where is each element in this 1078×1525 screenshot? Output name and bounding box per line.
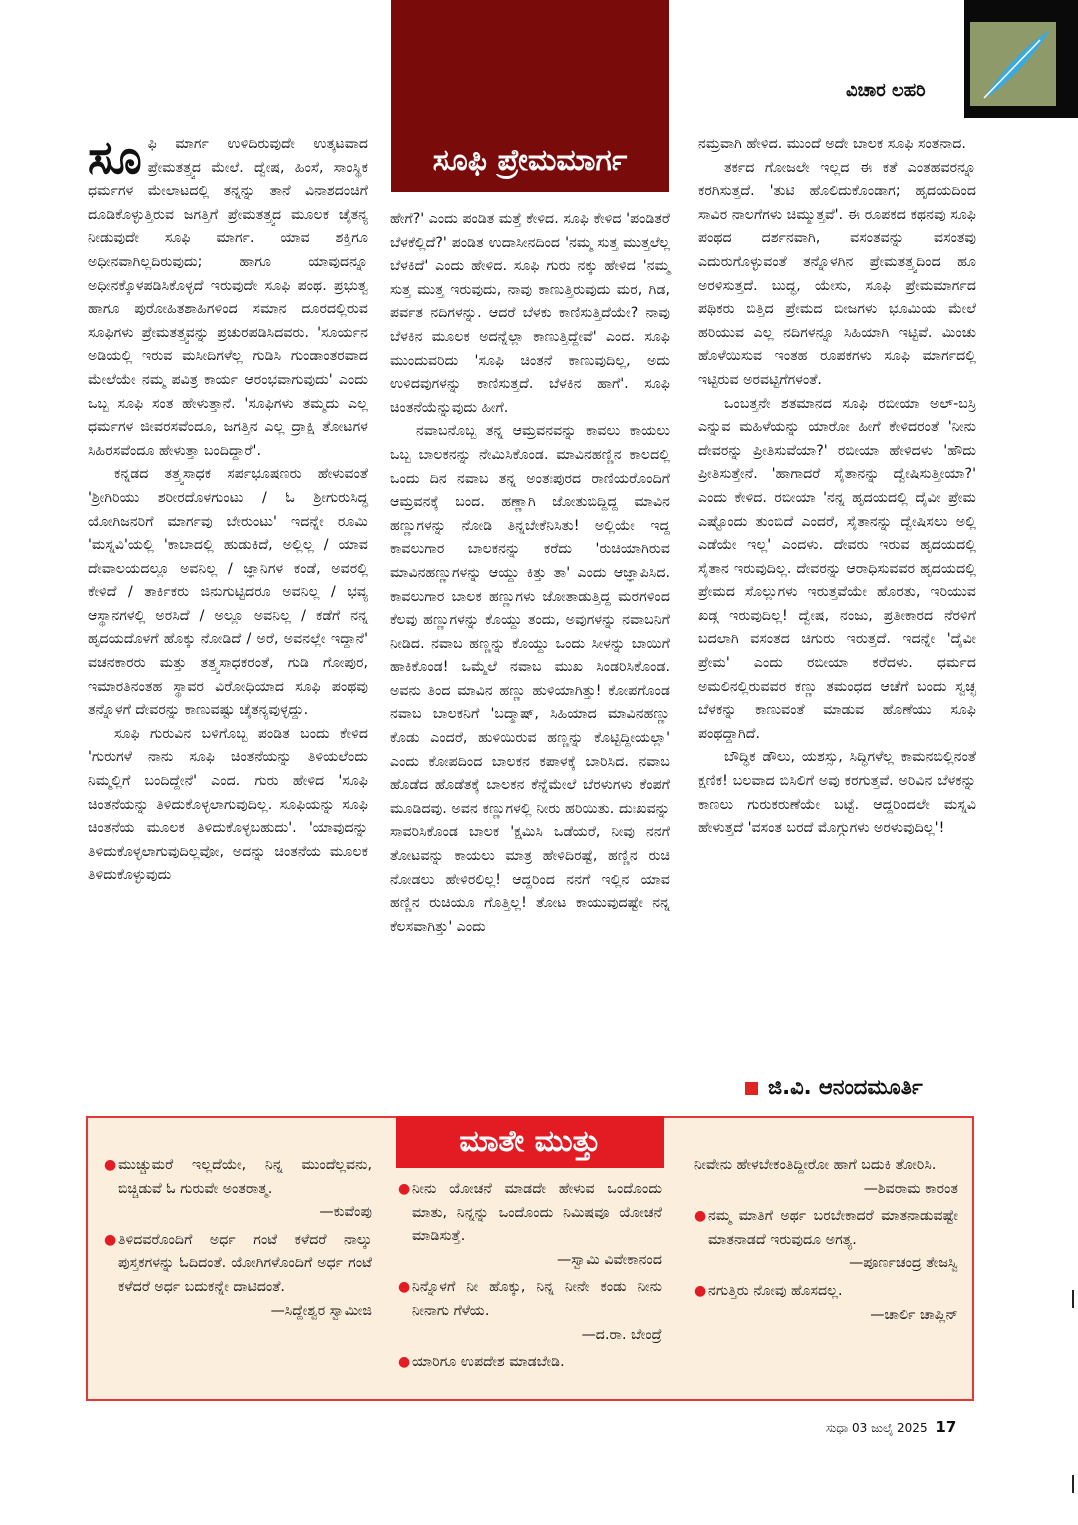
paragraph: ಕನ್ನಡದ ತತ್ತ್ವಸಾಧಕ ಸರ್ಪಭೂಷಣರು ಹೇಳುವಂತೆ 'ಶ್ರೀಗಿರಿಯು ಶರೀರದೊಳಗುಂಟು / ಓ ಶ್ರೀಗುರುಸಿದ್ಧ ಯೋಗಿಜನರಿಗೆ ಮಾರ್ಗವು ಬೇರುಂಟು' ಇದನ್ನೇ ರೂಮಿ 'ಮಸ್ನವಿ'ಯಲ್ಲಿ 'ಕಾಬಾದಲ್ಲಿ ಹುಡುಕಿದೆ, ಅಲ್ಲಿಲ್ಲ / ಯಾವ ದೇವಾಲಯದಲ್ಲೂ ಅವನಿಲ್ಲ / ಜ್ಞಾನಿಗಳ ಕಂಡೆ, ಅವರಲ್ಲಿ ಕೇಳಿದೆ / ತಾರ್ಕಿಕರು ಜಿನುಗುಟ್ಟಿದರೂ ಅವನಿಲ್ಲ / ಭವ್ಯ ಆಸ್ಥಾನಗಳಲ್ಲಿ ಅರಸಿದೆ / ಅಲ್ಲೂ ಅವನಿಲ್ಲ / ಕಡೆಗೆ ನನ್ನ ಹೃದಯದೊಳಗೆ ಹೊಕ್ಕು ನೋಡಿದೆ / ಅರೆ, ಅವನಲ್ಲೇ ಇದ್ದಾನೆ' ವಚನಕಾರರು ಮತ್ತು ತತ್ತ್ವಸಾಧಕರಂತೆ, ಗುಡಿ ಗೋಪುರ, ಇಮಾರತಿನಂತಹ ಸ್ಥಾವರ ವಿರೋಧಿಯಾದ ಸೂಫಿ ಪಂಥವು ತನ್ನೊಳಗೆ ದೇವರನ್ನು ಕಾಣುವಷ್ಟು ಚೈತನ್ಯವುಳ್ಳದ್ದು. [88,466,368,719]
paragraph: ಫಿ ಮಾರ್ಗ ಉಳಿದಿರುವುದೇ ಉತ್ಕಟವಾದ ಪ್ರೇಮತತ್ತ್ವದ ಮೇಲೆ. ದ್ವೇಷ, ಹಿಂಸೆ, ಸಾಂಸ್ಥಿಕ ಧರ್ಮಗಳ ಮೇಲಾಟದಲ್ಲಿ ತನ್ನನ್ನು ತಾನೆ ವಿನಾಶದಂಚಿಗೆ ದೂಡಿಕೊಳ್ಳುತ್ತಿರುವ ಜಗತ್ತಿಗೆ ಪ್ರೇಮತತ್ತ್ವದ ಮೂಲಕ ಚೈತನ್ಯ ನೀಡುವುದೇ ಸೂಫಿ ಮಾರ್ಗ. ಯಾವ ಶಕ್ತಿಗೂ ಅಧೀನವಾಗಿಲ್ಲದಿರುವುದು; ಹಾಗೂ ಯಾವುದನ್ನೂ ಅಧೀನಕ್ಕೊಳಪಡಿಸಿಕೊಳ್ಳದೆ ಇರುವುದೇ ಸೂಫಿ ಪಂಥ. ಪ್ರಭುತ್ವ ಹಾಗೂ ಪುರೋಹಿತಶಾಹಿಗಳಿಂದ ಸಮಾನ ದೂರದಲ್ಲಿರುವ ಸೂಫಿಗಳು ಪ್ರೇಮತತ್ತ್ವವನ್ನು ಪ್ರಚುರಪಡಿಸಿದವರು. 'ಸೂರ್ಯನ ಅಡಿಯಲ್ಲಿ ಇರುವ ಮಸೀದಿಗಳೆಲ್ಲ ಗುಡಿಸಿ ಗುಂಡಾಂತರವಾದ ಮೇಲೆಯೇ ನಮ್ಮ ಪವಿತ್ರ ಕಾರ್ಯ ಆರಂಭವಾಗುವುದು' ಎಂದು ಒಬ್ಬ ಸೂಫಿ ಸಂತ ಹೇಳುತ್ತಾನೆ. 'ಸೂಫಿಗಳು ತಮ್ಮದು ಎಲ್ಲ ಧರ್ಮಗಳ ಜೀವರಸವೆಂದೂ, ಜಗತ್ತಿನ ಎಲ್ಲ ದ್ರಾಕ್ಷಿ ತೋಟಗಳ ಸಿಹಿರಸವೆಂದೂ ಹೇಳುತ್ತಾ ಬಂದಿದ್ದಾರೆ'. [88,136,368,459]
red-square-icon [745,1082,758,1095]
quote-item-continued: ನೀವೇನು ಹೇಳಬೇಕಂತಿದ್ದೀರೋ ಹಾಗೆ ಬದುಕಿ ತೋರಿಸಿ. [694,1157,937,1173]
author-name: ಜಿ.ವಿ. ಆನಂದಮೂರ್ತಿ [768,1075,923,1099]
paragraph: ಬೌದ್ಧಿಕ ಡೌಲು, ಯಶಸ್ಸು, ಸಿದ್ಧಿಗಳೆಲ್ಲ ಕಾಮನಬಿಲ್ಲಿನಂತೆ ಕ್ಷಣಿಕ! ಬಲವಾದ ಬಿಸಿಲಿಗೆ ಅವು ಕರಗುತ್ತವೆ. ಅರಿವಿನ ಬೆಳಕನ್ನು ಕಾಣಲು ಗುರುಕರುಣೆಯೇ ಬಟ್ಟೆ. ಆದ್ದರಿಂದಲೇ ಮಸ್ನವಿ ಹೇಳುತ್ತದೆ 'ವಸಂತ ಬರದೆ ಮೊಗ್ಗುಗಳು ಅರಳುವುದಿಲ್ಲ'! [698,749,976,837]
quote-item: ● ನಗುತ್ತಿರು ನೋವು ಹೊಸದಲ್ಲ. [694,1280,958,1304]
article-column-1 [88,130,368,888]
quotes-column-1 [104,1154,372,1327]
quotes-title: ಮಾತೇ ಮುತ್ತು [396,1116,664,1168]
bullet-icon: ● [398,1181,411,1197]
quote-author: —ದ.ರಾ. ಬೇಂದ್ರೆ [581,1326,662,1343]
quote-item: ● ನಿನ್ನೊಳಗೆ ನೀ ಹೊಕ್ಕು, ನಿನ್ನ ನೀನೇ ಕಂಡು ನೀನು ನೀನಾಗು ಗೆಳೆಯ. [398,1276,662,1323]
title-banner [391,0,669,192]
bullet-icon: ● [398,1279,411,1296]
quotes-column-2 [398,1178,662,1375]
paragraph: ಒಂಬತ್ತನೇ ಶತಮಾನದ ಸೂಫಿ ರಬೀಯಾ ಅಲ್-ಬಸ್ರಿ ಎನ್ನುವ ಮಹಿಳೆಯನ್ನು ಯಾರೋ ಹೀಗೆ ಕೇಳಿದರಂತೆ 'ನೀನು ದೇವರನ್ನು ಪ್ರೀತಿಸುವೆಯಾ?' ರಬೀಯಾ ಹೇಳಿದಳು 'ಹೌದು ಪ್ರೀತಿಸುತ್ತೇನೆ. 'ಹಾಗಾದರೆ ಸೈತಾನನ್ನು ದ್ವೇಷಿಸುತ್ತೀಯಾ?' ಎಂದು ಕೇಳಿದ. ರಬೀಯಾ 'ನನ್ನ ಹೃದಯದಲ್ಲಿ ದೈವೀ ಪ್ರೇಮ ಎಷ್ಟೊಂದು ತುಂಬಿದೆ ಎಂದರೆ, ಸೈತಾನನ್ನು ದ್ವೇಷಿಸಲು ಅಲ್ಲಿ ಎಡೆಯೇ ಇಲ್ಲ' ಎಂದಳು. ದೇವರು ಇರುವ ಹೃದಯದಲ್ಲಿ ಸೈತಾನ ಇರುವುದಿಲ್ಲ. ದೇವರನ್ನು ಆರಾಧಿಸುವವರ ಹೃದಯದಲ್ಲಿ ಪ್ರೇಮದ ಸೊಲ್ಲುಗಳು ಇರುತ್ತವೆಯೇ ಹೊರತು, ಇರಿಯುವ ಖಡ್ಗ ಇರುವುದಿಲ್ಲ! ದ್ವೇಷ, ನಂಜು, ಪ್ರತೀಕಾರದ ನೆರಳಿಗೆ ಬದಲಾಗಿ ವಸಂತದ ಚಿಗುರು ಇರುತ್ತದೆ. ಇದನ್ನೇ 'ದೈವೀ ಪ್ರೇಮ' ಎಂದು ರಬೀಯಾ ಕರೆದಳು. ಧರ್ಮದ ಅಮಲಿನಲ್ಲಿರುವವರ ಕಣ್ಣು ತಮಂಧದ ಆಚೆಗೆ ಬಂದು ಸ್ವಚ್ಛ ಬೆಳಕನ್ನು ಕಾಣುವಂತೆ ಮಾಡುವ ಹೊಣೆಯು ಸೂಫಿ ಪಂಥದ್ದಾಗಿದೆ. [698,395,976,742]
crop-mark [1072,1290,1074,1308]
quote-item: ● ನಮ್ಮ ಮಾತಿಗೆ ಅರ್ಥ ಬರಬೇಕಾದರೆ ಮಾತನಾಡುವಷ್ಟೇ ಮಾತನಾಡದೆ ಇರುವುದೂ ಅಗತ್ಯ. [694,1205,958,1252]
quote-author: —ಪೂರ್ಣಚಂದ್ರ ತೇಜಸ್ವಿ [849,1255,958,1272]
quote-author: —ಕುವೆಂಪು [319,1204,372,1221]
paragraph: ಸೂಫಿ ಗುರುವಿನ ಬಳಿಗೊಬ್ಬ ಪಂಡಿತ ಬಂದು ಕೇಳಿದ 'ಗುರುಗಳೆ ನಾನು ಸೂಫಿ ಚಿಂತನೆಯನ್ನು ತಿಳಿಯಲೆಂದು ನಿಮ್ಮಲ್ಲಿಗೆ ಬಂದಿದ್ದೇನೆ' ಎಂದ. ಗುರು ಹೇಳಿದ 'ಸೂಫಿ ಚಿಂತನೆಯನ್ನು ತಿಳಿದುಕೊಳ್ಳಲಾಗುವುದಿಲ್ಲ. ಸೂಫಿಯನ್ನು ಸೂಫಿ ಚಿಂತನೆಯ ಮೂಲಕ ತಿಳಿದುಕೊಳ್ಳಬಹುದು'. 'ಯಾವುದನ್ನು ತಿಳಿದುಕೊಳ್ಳಲಾಗುವುದಿಲ್ಲವೋ, ಅದನ್ನು ಚಿಂತನೆಯ ಮೂಲಕ ತಿಳಿದುಕೊಳ್ಳುವುದು [88,725,368,884]
quote-author: —ಶಿವರಾಮ ಕಾರಂತ [863,1180,958,1197]
quote-author: —ಚಾರ್ಲಿ ಚಾಪ್ಲಿನ್ [870,1306,958,1323]
bullet-icon: ● [694,1208,707,1225]
quote-item: ● ಮುಚ್ಚುಮರೆ ಇಲ್ಲದೆಯೇ, ನಿನ್ನ ಮುಂದೆಲ್ಲವನು, ಬಿಚ್ಚಿಡುವೆ ಓ ಗುರುವೇ ಅಂತರಾತ್ಮ. [104,1154,372,1201]
quote-author: —ಸಿದ್ದೇಶ್ವರ ಸ್ವಾಮೀಜಿ [270,1302,372,1319]
quote-item: ● ನೀನು ಯೋಚನೆ ಮಾಡದೇ ಹೇಳುವ ಒಂದೊಂದು ಮಾತು, ನಿನ್ನನ್ನು ಒಂದೊಂದು ನಿಮಿಷವೂ ಯೋಚನೆ ಮಾಡಿಸುತ್ತೆ. [398,1178,662,1249]
section-label: ವಿಚಾರ ಲಹರಿ [846,80,926,101]
paragraph: ನವಾಬನೊಬ್ಬ ತನ್ನ ಆಮ್ರವನವನ್ನು ಕಾವಲು ಕಾಯಲು ಒಬ್ಬ ಬಾಲಕನನ್ನು ನೇಮಿಸಿಕೊಂಡ. ಮಾವಿನಹಣ್ಣಿನ ಕಾಲದಲ್ಲಿ ಒಂದು ದಿನ ನವಾಬ ತನ್ನ ಅಂತಃಪುರದ ರಾಣಿಯರೊಂದಿಗೆ ಆಮ್ರವನಕ್ಕೆ ಬಂದ. ಹಣ್ಣಾಗಿ ಜೋತುಬಿದ್ದಿದ್ದ ಮಾವಿನ ಹಣ್ಣುಗಳನ್ನು ನೋಡಿ ತಿನ್ನಬೇಕೆನಿಸಿತು! ಅಲ್ಲಿಯೇ ಇದ್ದ ಕಾವಲುಗಾರ ಬಾಲಕನನ್ನು ಕರೆದು 'ರುಚಿಯಾಗಿರುವ ಮಾವಿನಹಣ್ಣುಗಳನ್ನು ಆಯ್ದು ಕಿತ್ತು ತಾ' ಎಂದು ಆಜ್ಞಾಪಿಸಿದ. ಕಾವಲುಗಾರ ಬಾಲಕ ಹಣ್ಣುಗಳು ಜೋತಾಡುತ್ತಿದ್ದ ಮರಗಳಿಂದ ಕೆಲವು ಹಣ್ಣುಗಳನ್ನು ಕೊಯ್ದು ತಂದು, ಅವುಗಳನ್ನು ನವಾಬನಿಗೆ ನೀಡಿದ. ನವಾಬ ಹಣ್ಣನ್ನು ಕೊಯ್ದು ಒಂದು ಸೀಳನ್ನು ಬಾಯಿಗೆ ಹಾಕಿಕೊಂಡ! ಒಮ್ಮೆಲೆ ನವಾಬ ಮುಖ ಸಿಂಡರಿಸಿಕೊಂಡ. ಅವನು ತಿಂದ ಮಾವಿನ ಹಣ್ಣು ಹುಳಿಯಾಗಿತ್ತು! ಕೋಪಗೊಂಡ ನವಾಬ ಬಾಲಕನಿಗೆ 'ಬದ್ಮಾಷ್, ಸಿಹಿಯಾದ ಮಾವಿನಹಣ್ಣು ಕೊಡು ಎಂದರೆ, ಹುಳಿಯಿರುವ ಹಣ್ಣನ್ನು ಕೊಟ್ಟಿದ್ದೀಯಲ್ಲಾ' ಎಂದು ಕೋಪದಿಂದ ಬಾಲಕನ ಕಪಾಳಕ್ಕೆ ಬಾರಿಸಿದ. ನವಾಬ ಹೊಡೆದ ಹೊಡೆತಕ್ಕೆ ಬಾಲಕನ ಕೆನ್ನೆಮೇಲೆ ಬೆರಳುಗಳು ಕೆಂಪಗೆ ಮೂಡಿದವು. ಅವನ ಕಣ್ಣುಗಳಲ್ಲಿ ನೀರು ಹರಿಯಿತು. ದುಃಖವನ್ನು ಸಾವರಿಸಿಕೊಂಡ ಬಾಲಕ 'ಕ್ಷಮಿಸಿ ಒಡೆಯರೆ, ನೀವು ನನಗೆ ತೋಟವನ್ನು ಕಾಯಲು ಮಾತ್ರ ಹೇಳಿದಿರಷ್ಟೆ, ಹಣ್ಣಿನ ರುಚಿ ನೋಡಲು ಹೇಳಿರಲಿಲ್ಲ! ಆದ್ದರಿಂದ ನನಗೆ ಇಲ್ಲಿನ ಯಾವ ಹಣ್ಣಿನ ರುಚಿಯೂ ಗೊತ್ತಿಲ್ಲ! ತೋಟ ಕಾಯುವುದಷ್ಟೇ ನನ್ನ ಕೆಲಸವಾಗಿತ್ತು' ಎಂದು [390,423,670,935]
article-title: ಸೂಫಿ ಪ್ರೇಮಮಾರ್ಗ [432,143,628,178]
bullet-icon: ● [694,1282,707,1299]
page-number: 17 [935,1418,957,1436]
article-column-3 [698,133,976,841]
quotes-column-3 [694,1154,958,1331]
paragraph: ತರ್ಕದ ಗೋಜಲೇ ಇಲ್ಲದ ಈ ಕತೆ ಎಂತಹವರನ್ನೂ ಕರಗಿಸುತ್ತದೆ. 'ತುಟಿ ಹೊಲಿದುಕೊಂಡಾಗ; ಹೃದಯದಿಂದ ಸಾವಿರ ನಾಲಗೆಗಳು ಚಿಮ್ಮುತ್ತವೆ'. ಈ ರೂಪಕದ ಕಥನವು ಸೂಫಿ ಪಂಥದ ದರ್ಶನವಾಗಿ, ವಸಂತವನ್ನು ವಸಂತವು ಎದುರುಗೊಳ್ಳುವಂತೆ ತನ್ನೊಳಗಿನ ಪ್ರೇಮತತ್ತ್ವದಿಂದ ಹೂ ಅರಳಿಸುತ್ತದೆ. ಬುದ್ಧ, ಯೇಸು, ಸೂಫಿ ಪ್ರೇಮಮಾರ್ಗದ ಪಥಿಕರು ಬಿತ್ತಿದ ಪ್ರೇಮದ ಬೀಜಗಳು ಭೂಮಿಯ ಮೇಲೆ ಹರಿಯುವ ಎಲ್ಲ ನದಿಗಳನ್ನೂ ಸಿಹಿಯಾಗಿ ಇಟ್ಟಿವೆ. ಮಿಂಚು ಹೊಳೆಯಿಸುವ ಇಂತಹ ರೂಪಕಗಳು ಸೂಫಿ ಮಾರ್ಗದಲ್ಲಿ ಇಟ್ಟಿರುವ ಅರವಟ್ಟಿಗೆಗಳಂತೆ. [698,159,976,388]
drop-cap: ಸೂ [88,130,142,184]
page-footer [826,1418,956,1436]
bullet-icon: ● [104,1231,117,1248]
article-column-2 [390,208,670,939]
bullet-icon: ● [398,1354,411,1371]
bullet-icon: ● [104,1157,117,1173]
quote-item: ● ಯಾರಿಗೂ ಉಪದೇಶ ಮಾಡಬೇಡಿ. [398,1351,662,1375]
issue-info: ಸುಧಾ 03 ಜುಲೈ 2025 [826,1421,928,1435]
quote-item: ● ತಿಳಿದವರೊಂದಿಗೆ ಅರ್ಧ ಗಂಟೆ ಕಳೆದರೆ ನಾಲ್ಕು ಪುಸ್ತಕಗಳನ್ನು ಓದಿದಂತೆ. ಯೋಗಿಗಳೊಂದಿಗೆ ಅರ್ಧ ಗಂಟೆ ಕಳೆದರೆ ಅರ್ಧ ಬದುಕನ್ನೇ ದಾಟಿದಂತೆ. [104,1229,372,1300]
feather-logo-icon [970,22,1056,106]
paragraph: ನಮ್ರವಾಗಿ ಹೇಳಿದ. ಮುಂದೆ ಅದೇ ಬಾಲಕ ಸೂಫಿ ಸಂತನಾದ. [698,136,966,152]
author-byline [745,1075,923,1100]
paragraph: ಹೇಗೆ?' ಎಂದು ಪಂಡಿತ ಮತ್ತೆ ಕೇಳಿದ. ಸೂಫಿ ಕೇಳಿದ 'ಪಂಡಿತರೆ ಬೆಳಕೆಲ್ಲಿದೆ?' ಪಂಡಿತ ಉದಾಸೀನದಿಂದ 'ನಮ್ಮ ಸುತ್ತ ಮುತ್ತಲೆಲ್ಲ ಬೆಳಕಿದೆ' ಎಂದು ಹೇಳಿದ. ಸೂಫಿ ಗುರು ನಕ್ಕು ಹೇಳಿದ 'ನಮ್ಮ ಸುತ್ತ ಮುತ್ತ ಇರುವುದು, ನಾವು ಕಾಣುತ್ತಿರುವುದು ಮರ, ಗಿಡ, ಪರ್ವತ ನದಿಗಳನ್ನು. ಆದರೆ ಬೆಳಕು ಕಾಣಿಸುತ್ತಿದೆಯೇ? ನಾವು ಬೆಳಕಿನ ಮೂಲಕ ಅದನ್ನೆಲ್ಲಾ ಕಾಣುತ್ತಿದ್ದೇವೆ' ಎಂದ. ಸೂಫಿ ಮುಂದುವರಿದು 'ಸೂಫಿ ಚಿಂತನೆ ಕಾಣುವುದಿಲ್ಲ, ಅದು ಉಳಿದವುಗಳನ್ನು ಕಾಣಿಸುತ್ತದೆ. ಬೆಳಕಿನ ಹಾಗೆ'. ಸೂಫಿ ಚಿಂತನೆಯೆನ್ನುವುದು ಹೀಗೆ. [390,211,670,416]
crop-mark [1072,1475,1074,1493]
quote-author: —ಸ್ವಾಮಿ ವಿವೇಕಾನಂದ [557,1251,662,1268]
